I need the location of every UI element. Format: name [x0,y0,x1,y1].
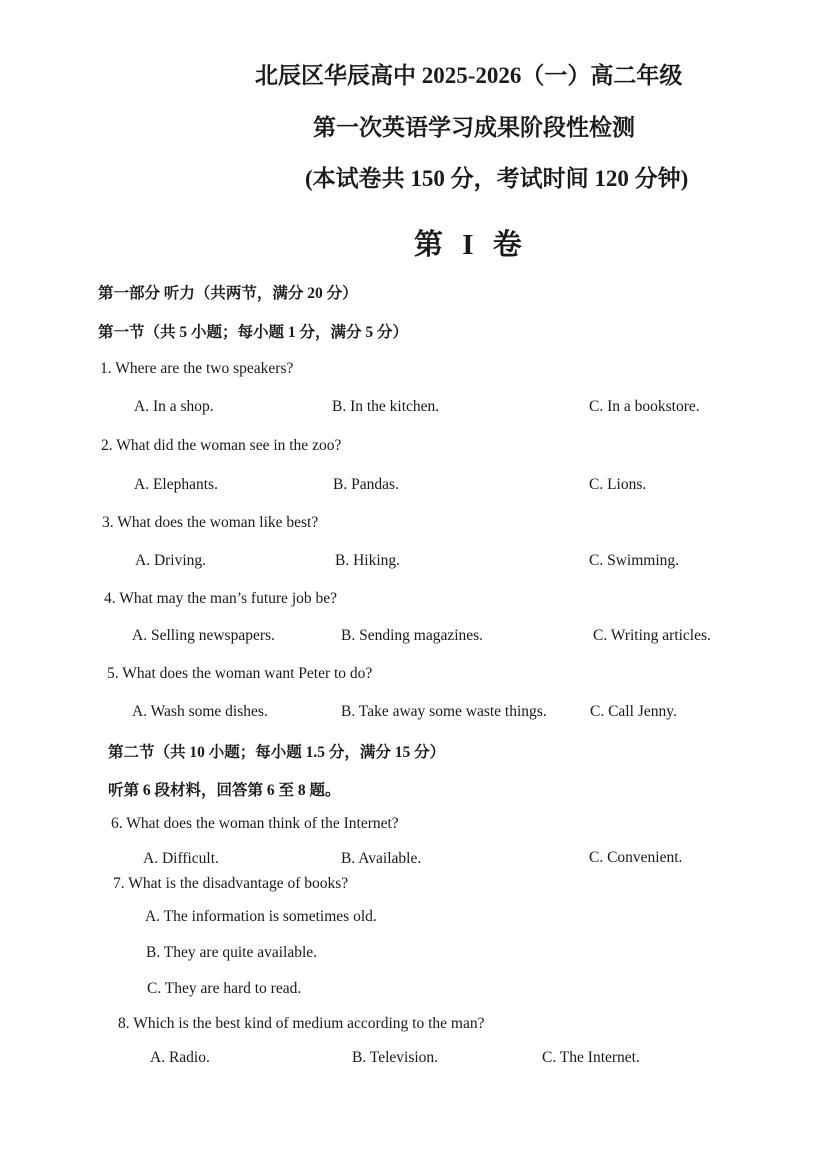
q2-option-a: A. Elephants. [134,476,218,493]
q4-option-a: A. Selling newspapers. [132,627,275,644]
q4-option-c: C. Writing articles. [593,627,711,644]
question-3: 3. What does the woman like best? [102,514,319,531]
part-1-heading: 第一部分 听力（共两节，满分 20 分） [98,285,358,302]
volume-heading: 第 I 卷 [414,229,528,261]
q6-option-c: C. Convenient. [589,849,683,866]
exam-title-line-3: (本试卷共 150 分，考试时间 120 分钟) [305,166,689,191]
q7-option-b: B. They are quite available. [146,944,318,961]
q7-option-c: C. They are hard to read. [147,980,302,997]
q1-option-c: C. In a bookstore. [589,398,700,415]
question-1: 1. Where are the two speakers? [100,360,294,377]
q3-option-a: A. Driving. [135,552,207,569]
q6-option-b: B. Available. [341,850,422,867]
q1-option-b: B. In the kitchen. [332,398,440,415]
q2-option-c: C. Lions. [589,476,647,493]
q4-option-b: B. Sending magazines. [341,627,484,644]
q3-option-c: C. Swimming. [589,552,680,569]
q5-option-b: B. Take away some waste things. [341,703,547,720]
question-8: 8. Which is the best kind of medium according to the man? [118,1015,485,1032]
q1-option-a: A. In a shop. [134,398,214,415]
q5-option-a: A. Wash some dishes. [132,703,268,720]
q5-option-c: C. Call Jenny. [590,703,677,720]
q8-option-a: A. Radio. [150,1049,210,1066]
section-2-instruction: 听第 6 段材料，回答第 6 至 8 题。 [108,782,341,799]
question-6: 6. What does the woman think of the Internet? [111,815,399,832]
q8-option-b: B. Television. [352,1049,439,1066]
section-2-heading: 第二节（共 10 小题；每小题 1.5 分，满分 15 分） [108,744,446,761]
question-5: 5. What does the woman want Peter to do? [107,665,373,682]
exam-title-line-1: 北辰区华辰高中 2025-2026（一）高二年级 [255,63,683,88]
q2-option-b: B. Pandas. [333,476,399,493]
question-2: 2. What did the woman see in the zoo? [101,437,342,454]
q7-option-a: A. The information is sometimes old. [145,908,377,925]
q6-option-a: A. Difficult. [143,850,219,867]
question-7: 7. What is the disadvantage of books? [113,875,349,892]
question-4: 4. What may the man’s future job be? [104,590,338,607]
exam-title-line-2: 第一次英语学习成果阶段性检测 [313,115,635,140]
section-1-heading: 第一节（共 5 小题；每小题 1 分，满分 5 分） [98,324,409,341]
q3-option-b: B. Hiking. [335,552,401,569]
q8-option-c: C. The Internet. [542,1049,640,1066]
